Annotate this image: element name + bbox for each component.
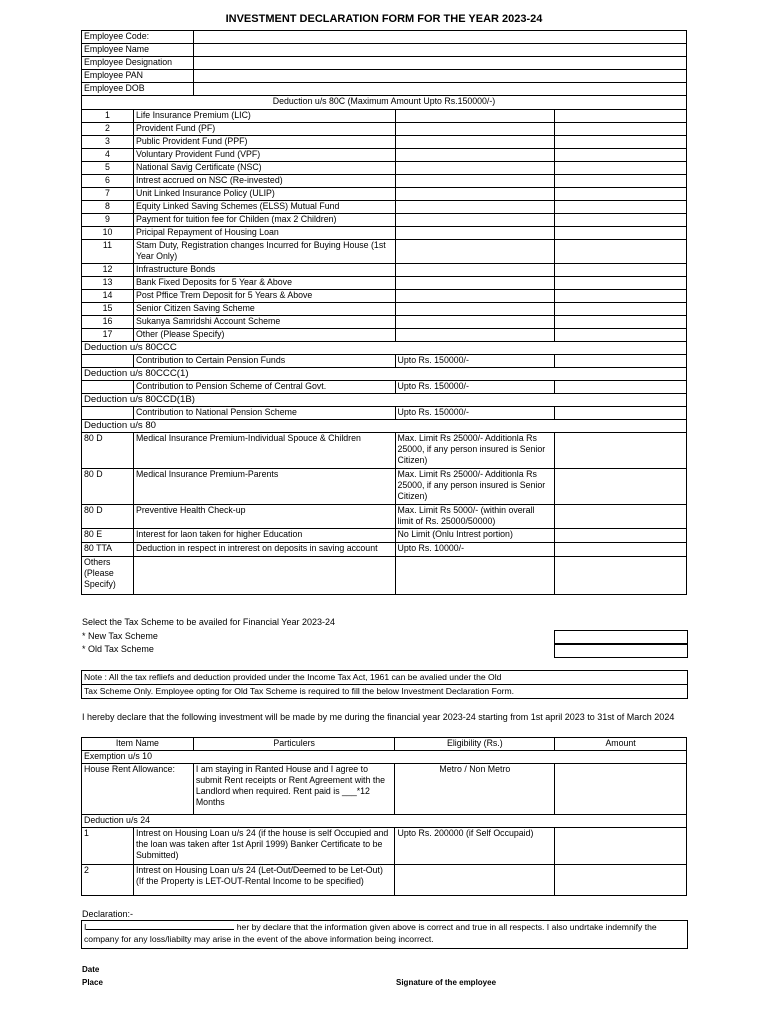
place-label: Place	[82, 978, 103, 987]
sec80-label: Preventive Health Check-up	[133, 505, 395, 529]
item-label: Intrest accrued on NSC (Re-invested)	[133, 175, 395, 188]
sec80ccd-amount[interactable]	[555, 407, 687, 420]
note-line-2: Tax Scheme Only. Employee opting for Old Tax Scheme is required to fill the below Investment Declaration Form.	[84, 686, 515, 696]
item-no: 12	[82, 264, 134, 277]
item-no: 11	[82, 240, 134, 264]
form-title: INVESTMENT DECLARATION FORM FOR THE YEAR 2023-24	[225, 13, 543, 25]
sec80ccc1-amount[interactable]	[555, 381, 687, 394]
item-amount[interactable]	[555, 240, 687, 264]
item-limit[interactable]	[395, 290, 555, 303]
item-label: Public Provident Fund (PPF)	[133, 136, 395, 149]
item-amount[interactable]	[555, 175, 687, 188]
item-amount[interactable]	[555, 303, 687, 316]
employee-pan-field[interactable]	[193, 70, 686, 83]
item-amount[interactable]	[555, 264, 687, 277]
employee-designation-field[interactable]	[193, 57, 686, 70]
sec80-amount[interactable]	[555, 505, 687, 529]
hra-particulars: I am staying in Ranted House and I agree to submit Rent receipts or Rent Agreement with the Landlord when required. Rent paid is ___*12 Months	[193, 764, 395, 815]
item-label: Infrastructure Bonds	[133, 264, 395, 277]
sec80-limit: Max. Limit Rs 5000/- (within overall limit of Rs. 25000/50000)	[395, 505, 555, 529]
loan-amount[interactable]	[555, 865, 687, 896]
sec80-amount[interactable]	[555, 543, 687, 557]
loan-no: 1	[82, 828, 134, 865]
tax-scheme-prompt: Select the Tax Scheme to be availed for Financial Year 2023-24	[82, 617, 335, 627]
item-label: Life Insurance Premium (LIC)	[133, 110, 395, 123]
sec80-code: 80 D	[82, 433, 134, 469]
item-label: Senior Citizen Saving Scheme	[133, 303, 395, 316]
item-no: 1	[82, 110, 134, 123]
col-eligibility: Eligibility (Rs.)	[395, 738, 555, 751]
item-limit[interactable]	[395, 175, 555, 188]
loan-amount[interactable]	[555, 828, 687, 865]
item-limit[interactable]	[395, 136, 555, 149]
item-amount[interactable]	[555, 149, 687, 162]
sec80-label: Medical Insurance Premium-Individual Spouce & Children	[133, 433, 395, 469]
sec80-label: Medical Insurance Premium-Parents	[133, 469, 395, 505]
employee-pan-label: Employee PAN	[82, 70, 194, 83]
hra-label: House Rent Allowance:	[82, 764, 194, 815]
item-amount[interactable]	[555, 316, 687, 329]
old-tax-scheme-label: * Old Tax Scheme	[82, 644, 154, 654]
item-no: 3	[82, 136, 134, 149]
item-amount[interactable]	[555, 329, 687, 342]
item-limit[interactable]	[395, 123, 555, 136]
declaration-text-1: her by declare that the information given above is correct and true in all respects. I also undrtake indemnify the	[236, 922, 657, 932]
sec80-amount[interactable]	[555, 529, 687, 543]
old-tax-scheme-box[interactable]	[554, 643, 688, 658]
item-label: National Savig Certificate (NSC)	[133, 162, 395, 175]
item-limit[interactable]	[395, 316, 555, 329]
item-no: 4	[82, 149, 134, 162]
item-no: 17	[82, 329, 134, 342]
sec80ccd-limit: Upto Rs. 150000/-	[395, 407, 555, 420]
item-label: Post Pffice Trem Deposit for 5 Years & Above	[133, 290, 395, 303]
item-amount[interactable]	[555, 188, 687, 201]
declaration-line-2: company for any loss/liabilty may arise in the event of the above information being incorrect.	[84, 934, 434, 944]
item-no: 2	[82, 123, 134, 136]
loan-no: 2	[82, 865, 134, 896]
item-limit[interactable]	[395, 329, 555, 342]
sec80-amount[interactable]	[555, 433, 687, 469]
declaration-heading: Declaration:-	[82, 909, 134, 919]
item-amount[interactable]	[555, 162, 687, 175]
item-no: 5	[82, 162, 134, 175]
item-no: 13	[82, 277, 134, 290]
item-label: Pricipal Repayment of Housing Loan	[133, 227, 395, 240]
loan-label: Intrest on Housing Loan u/s 24 (if the house is self Occupied and the loan was taken after 1st April 1999) Banker Certificate to be Submitted)	[133, 828, 395, 865]
name-blank[interactable]	[86, 921, 234, 930]
sec80-limit: Max. Limit Rs 25000/- Additionla Rs 25000, if any person insured is Senior Citizen)	[395, 469, 555, 505]
declaration-line-1	[82, 921, 687, 933]
item-limit[interactable]	[395, 264, 555, 277]
sec80ccc1-label: Contribution to Pension Scheme of Central Govt.	[133, 381, 395, 394]
employee-name-field[interactable]	[193, 44, 686, 57]
item-amount[interactable]	[555, 123, 687, 136]
item-limit[interactable]	[395, 240, 555, 264]
employee-code-label: Employee Code:	[82, 31, 194, 44]
sec80-label: Interest for laon taken for higher Education	[133, 529, 395, 543]
item-label: Sukanya Samridshi Account Scheme	[133, 316, 395, 329]
item-label: Payment for tuition fee for Childen (max 2 Children)	[133, 214, 395, 227]
sec80-code: 80 E	[82, 529, 134, 543]
col-amount: Amount	[555, 738, 687, 751]
sec80ccc-heading: Deduction u/s 80CCC	[82, 342, 687, 355]
sec80-code: 80 D	[82, 505, 134, 529]
item-label: Unit Linked Insurance Policy (ULIP)	[133, 188, 395, 201]
note-box	[81, 670, 688, 699]
investment-table	[81, 737, 687, 896]
sec80ccc-label: Contribution to Certain Pension Funds	[133, 355, 395, 368]
employee-code-field[interactable]	[193, 31, 686, 44]
loan-label: Intrest on Housing Loan u/s 24 (Let-Out/Deemed to be Let-Out) (If the Property is LET-OUT-Rental Income to be specified)	[133, 865, 395, 896]
employee-dob-label: Employee DOB	[82, 83, 194, 96]
item-amount[interactable]	[555, 110, 687, 123]
sec80-limit: Upto Rs. 10000/-	[395, 543, 555, 557]
employee-name-label: Employee Name	[82, 44, 194, 57]
employee-dob-field[interactable]	[193, 83, 686, 96]
hra-amount[interactable]	[555, 764, 687, 815]
item-amount[interactable]	[555, 277, 687, 290]
sec80-code: 80 TTA	[82, 543, 134, 557]
item-amount[interactable]	[555, 136, 687, 149]
item-label: Other (Please Specify)	[133, 329, 395, 342]
item-limit[interactable]	[395, 201, 555, 214]
item-limit[interactable]	[395, 227, 555, 240]
signature-label: Signature of the employee	[396, 978, 497, 987]
col-particulars: Particulers	[193, 738, 395, 751]
item-no: 7	[82, 188, 134, 201]
sec80ccd-heading: Deduction u/s 80CCD(1B)	[82, 394, 687, 407]
item-no: 10	[82, 227, 134, 240]
item-no: 9	[82, 214, 134, 227]
item-no: 8	[82, 201, 134, 214]
sec80c-heading: Deduction u/s 80C (Maximum Amount Upto Rs.150000/-)	[82, 96, 687, 110]
item-limit[interactable]	[395, 277, 555, 290]
sec80-limit: Max. Limit Rs 25000/- Additionla Rs 25000, if any person insured is Senior Citizen)	[395, 433, 555, 469]
sec80ccd-label: Contribution to National Pension Scheme	[133, 407, 395, 420]
date-label: Date	[82, 965, 100, 974]
item-no: 6	[82, 175, 134, 188]
item-limit[interactable]	[395, 303, 555, 316]
item-amount[interactable]	[555, 227, 687, 240]
item-limit[interactable]	[395, 149, 555, 162]
item-label: Voluntary Provident Fund (VPF)	[133, 149, 395, 162]
declaration-prefix: I	[84, 922, 87, 932]
sec80-code: Others (Please Specify)	[82, 557, 134, 595]
sec80ccc1-heading: Deduction u/s 80CCC(1)	[82, 368, 687, 381]
item-amount[interactable]	[555, 201, 687, 214]
exemption-heading: Exemption u/s 10	[82, 751, 687, 764]
sec80-heading: Deduction u/s 80	[82, 420, 687, 433]
declaration-box	[81, 920, 688, 949]
item-label: Bank Fixed Deposits for 5 Year & Above	[133, 277, 395, 290]
item-limit[interactable]	[395, 162, 555, 175]
item-no: 14	[82, 290, 134, 303]
item-limit[interactable]	[395, 110, 555, 123]
sec80-label: Deduction in respect in intrerest on deposits in saving account	[133, 543, 395, 557]
deduction-table	[81, 30, 687, 595]
sec80ccc-amount[interactable]	[555, 355, 687, 368]
sec80-label[interactable]	[133, 557, 395, 595]
sec80-limit: No Limit (Onlu Intrest portion)	[395, 529, 555, 543]
employee-designation-label: Employee Designation	[82, 57, 194, 70]
new-tax-scheme-label: * New Tax Scheme	[82, 631, 158, 641]
item-label: Stam Duty, Registration changes Incurred for Buying House (1st Year Only)	[133, 240, 395, 264]
sec24-heading: Deduction u/s 24	[82, 815, 687, 828]
item-no: 15	[82, 303, 134, 316]
note-line-1: Note : All the tax refliefs and deduction provided under the Income Tax Act, 1961 can be avalied under the Old	[82, 671, 687, 685]
col-item-name: Item Name	[82, 738, 194, 751]
hra-eligibility: Metro / Non Metro	[395, 764, 555, 815]
item-limit[interactable]	[395, 188, 555, 201]
sec80ccc1-limit: Upto Rs. 150000/-	[395, 381, 555, 394]
declaration-intro: I hereby declare that the following investment will be made by me during the financial year 2023-24 starting from 1st april 2023 to 31st of March 2024	[82, 712, 675, 722]
sec80-amount[interactable]	[555, 557, 687, 595]
item-amount[interactable]	[555, 290, 687, 303]
item-label: Provident Fund (PF)	[133, 123, 395, 136]
item-limit[interactable]	[395, 214, 555, 227]
sec80-amount[interactable]	[555, 469, 687, 505]
loan-eligibility: Upto Rs. 200000 (if Self Occupaid)	[395, 828, 555, 865]
sec80-code: 80 D	[82, 469, 134, 505]
sec80ccc-limit: Upto Rs. 150000/-	[395, 355, 555, 368]
loan-eligibility[interactable]	[395, 865, 555, 896]
item-no: 16	[82, 316, 134, 329]
sec80-limit[interactable]	[395, 557, 555, 595]
item-amount[interactable]	[555, 214, 687, 227]
item-label: Equity Linked Saving Schemes (ELSS) Mutual Fund	[133, 201, 395, 214]
